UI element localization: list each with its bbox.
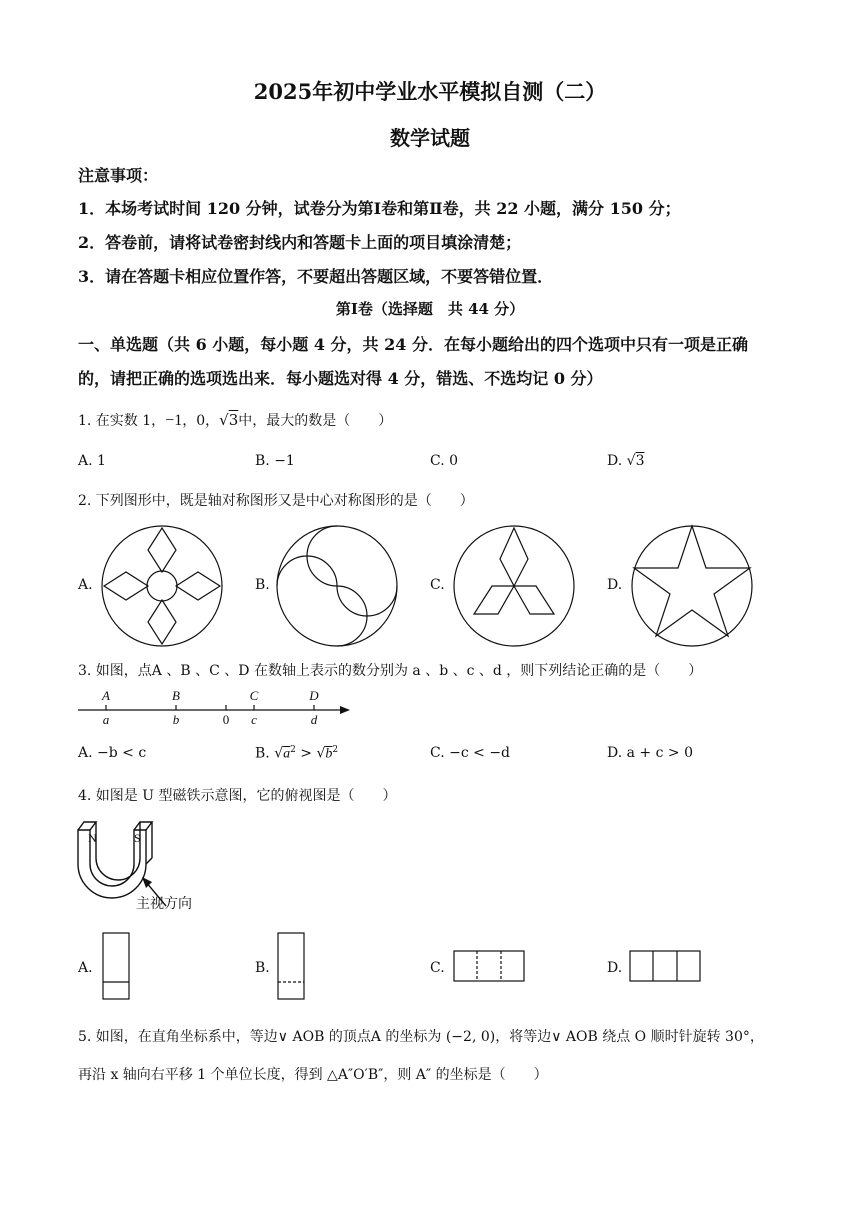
q1-option-b[interactable]: B. −1 [255, 453, 295, 469]
q3-option-b[interactable]: B. $√a^2 > √b^2$ [255, 745, 339, 762]
q4-label-a[interactable]: A. [78, 960, 93, 976]
q2-label-a[interactable]: A. [78, 577, 93, 593]
q3-number-line [78, 686, 350, 728]
q3-value-label-b: b [172, 712, 180, 727]
q2-stem: 2. 下列图形中，既是轴对称图形又是中心对称图形的是（ ） [78, 493, 474, 509]
q2-figure-d [630, 524, 754, 648]
q4-label-c[interactable]: C. [430, 960, 445, 976]
q1-option-a[interactable]: A. 1 [78, 453, 106, 469]
q3-point-label-a: A [102, 688, 110, 703]
q1-sqrt3: 3 [228, 411, 239, 429]
q3-option-d[interactable]: D. a + c > 0 [607, 745, 693, 761]
q1-stem-b: 中，最大的数是（ ） [238, 413, 393, 429]
part1-instructions-line1: 一、单选题（共 6 小题，每小题 4 分，共 24 分．在每小题给出的四个选项中只有一项是正确 [78, 335, 748, 354]
page-subtitle: 数学试题 [390, 126, 470, 150]
q3-value-label-zero: 0 [222, 712, 230, 727]
q4-magnet-s: S [134, 831, 141, 845]
notice-item-3: 3．请在答题卡相应位置作答，不要超出答题区域，不要答错位置． [78, 267, 554, 286]
q1-option-c[interactable]: C. 0 [430, 453, 459, 469]
q3-option-c[interactable]: C. −c < −d [430, 745, 511, 761]
q3-option-b-label: B. [255, 745, 270, 762]
q4-option-d-figure [629, 950, 701, 982]
q1-neg1: −1 [165, 412, 183, 429]
q4-option-a-figure [102, 932, 130, 1000]
q3-value-label-c: c [251, 712, 257, 727]
q4-option-b-figure [277, 932, 305, 1000]
q3-value-label-a: a [102, 712, 110, 727]
q4-label-b[interactable]: B. [255, 960, 270, 976]
q4-option-c-figure [453, 950, 525, 982]
q2-label-c[interactable]: C. [430, 577, 445, 593]
section-title: 第Ⅰ卷（选择题 共 44 分） [335, 300, 525, 318]
q4-label-d[interactable]: D. [607, 960, 623, 976]
q5-stem-line2: 再沿 x 轴向右平移 1 个单位长度，得到 △A″O′B″，则 A″ 的坐标是（ ） [78, 1067, 548, 1083]
q2-label-b[interactable]: B. [255, 577, 270, 593]
q4-stem: 4. 如图是 U 型磁铁示意图，它的俯视图是（ ） [78, 788, 397, 804]
q3-option-b-rhs: b [325, 746, 333, 762]
q1-option-d-label: D. [607, 453, 623, 469]
part1-instructions-line2: 的，请把正确的选项选出来．每小题选对得 4 分，错选、不选均记 0 分） [78, 369, 603, 388]
q4-view-direction-label: 主视方向 [136, 896, 192, 912]
q2-figure-b [275, 524, 399, 648]
q3-stem: 3. 如图，点A 、B 、C 、D 在数轴上表示的数分别为 a 、b 、c 、d ，则下列结论正确的是（ ） [78, 663, 703, 679]
q3-option-a[interactable]: A. −b < c [78, 745, 147, 761]
q3-point-label-c: C [249, 688, 259, 703]
q2-figure-c [452, 524, 576, 648]
q3-point-label-b: B [172, 688, 180, 703]
q3-option-b-lhs: a [283, 746, 291, 762]
q2-label-d[interactable]: D. [607, 577, 623, 593]
q4-magnet-n: N [88, 831, 97, 845]
q1-sep: ，0， [182, 413, 220, 429]
page-title: 2025年初中学业水平模拟自测（二） [253, 79, 607, 104]
q2-figure-a [100, 524, 224, 648]
notice-heading: 注意事项： [78, 166, 159, 185]
q1-stem: 1. 在实数 1，−1，0，√3中，最大的数是（ ） [78, 411, 393, 429]
q1-option-d-value: 3 [635, 453, 645, 469]
notice-item-1: 1．本场考试时间 120 分钟，试卷分为第Ⅰ卷和第Ⅱ卷，共 22 小题，满分 150 分； [78, 199, 681, 218]
notice-item-2: 2．答卷前，请将试卷密封线内和答题卡上面的项目填涂清楚； [78, 233, 522, 252]
q3-value-label-d: d [310, 712, 318, 727]
q3-point-label-d: D [309, 688, 319, 703]
q5-stem-line1: 5. 如图，在直角坐标系中，等边∨ AOB 的顶点A 的坐标为 (−2, 0)，将等边∨ AOB 绕点 O 顺时针旋转 30°， [78, 1029, 764, 1045]
q1-option-d[interactable]: D. √3 [607, 453, 645, 469]
q1-stem-a: 1. 在实数 1， [78, 413, 166, 429]
